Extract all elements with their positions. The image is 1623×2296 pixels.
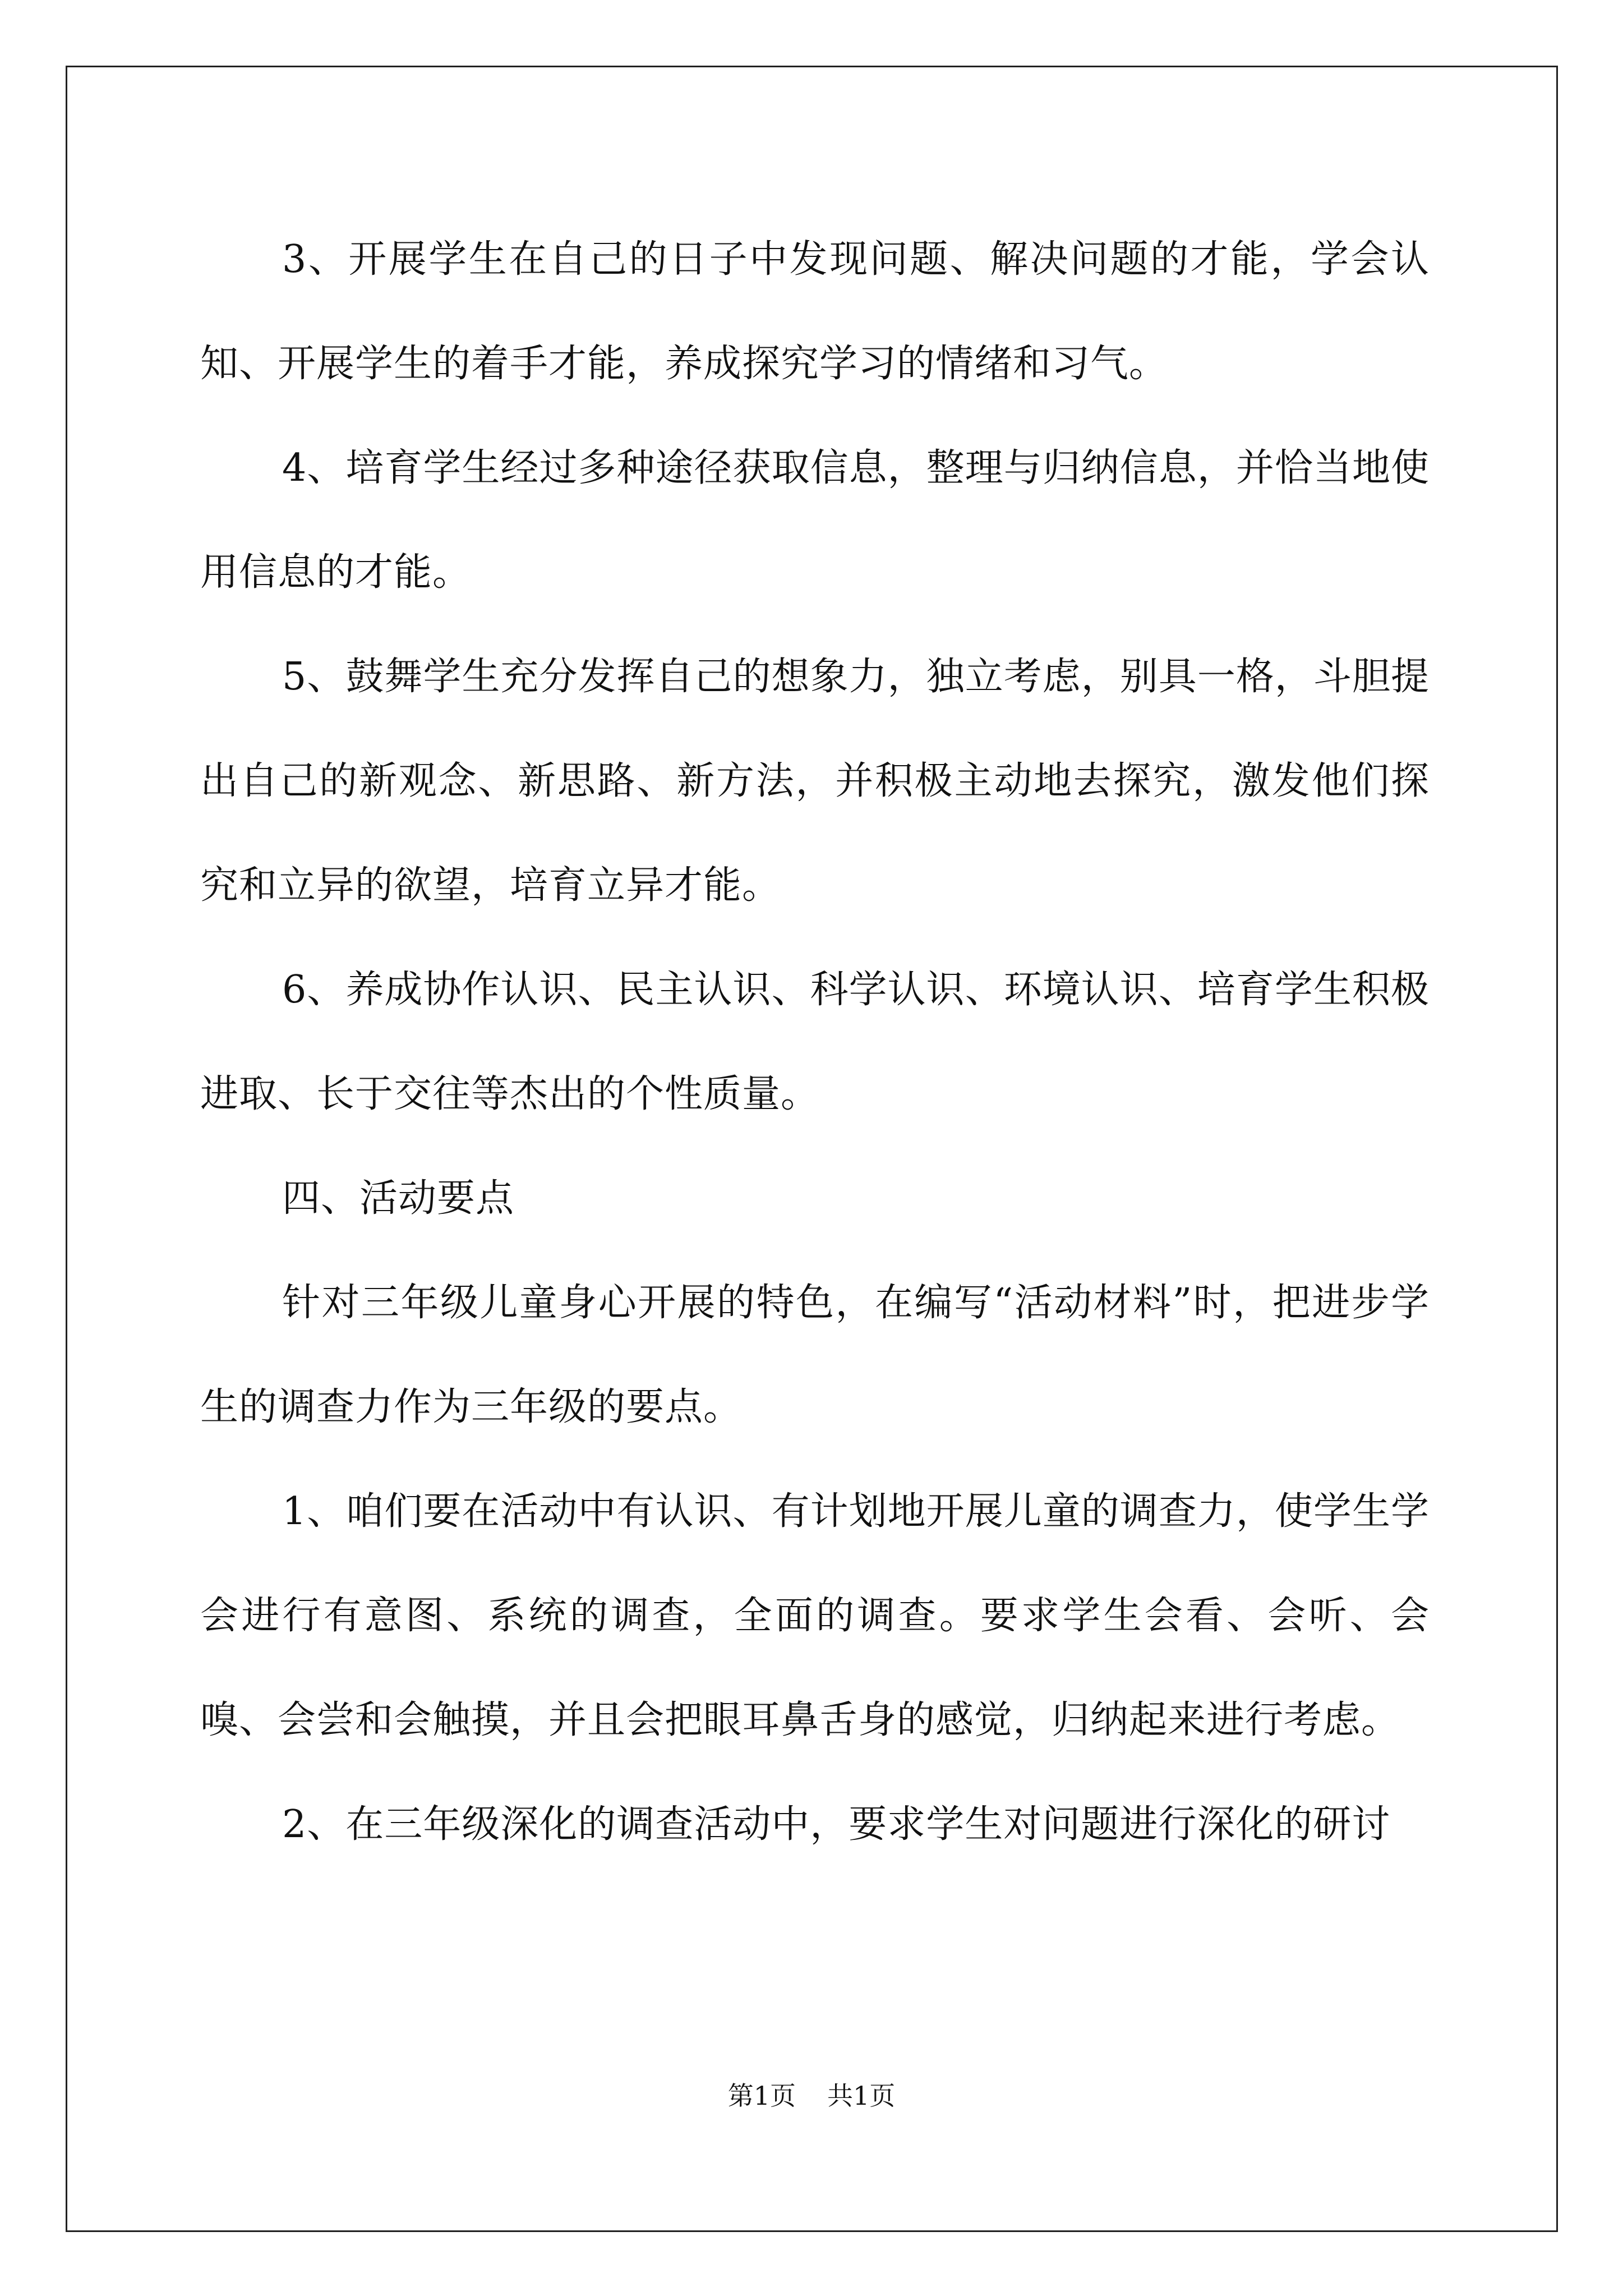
paragraph-4: 4、培育学生经过多种途径获取信息，整理与归纳信息，并恰当地使用信息的才能。 <box>200 446 1430 595</box>
section-heading-activity-focus: 四、活动要点 <box>282 1176 515 1221</box>
paragraph-item-2: 2、在三年级深化的调查活动中，要求学生对问题进行深化的研讨 <box>282 1802 1391 1847</box>
paragraph-6: 6、养成协作认识、民主认识、科学认识、环境认识、培育学生积极进取、长于交往等杰出的个性质量。 <box>200 968 1430 1116</box>
paragraph-intro: 针对三年级儿童身心开展的特色，在编写“活动材料”时，把进步学生的调查力作为三年级的要点。 <box>200 1281 1430 1429</box>
paragraph-item-1: 1、咱们要在活动中有认识、有计划地开展儿童的调查力，使学生学会进行有意图、系统的调查，全面的调查。要求学生会看、会听、会嗅、会尝和会触摸，并且会把眼耳鼻舌身的感觉，归纳起来进行考虑。 <box>200 1489 1430 1742</box>
paragraph-5: 5、鼓舞学生充分发挥自己的想象力，独立考虑，别具一格，斗胆提出自己的新观念、新思路、新方法，并积极主动地去探究，激发他们探究和立异的欲望，培育立异才能。 <box>200 655 1430 908</box>
page-footer <box>0 2076 1623 2113</box>
page-number-current: 第1页 <box>727 2081 796 2111</box>
paragraph-3: 3、开展学生在自己的日子中发现问题、解决问题的才能，学会认知、开展学生的着手才能，养成探究学习的情绪和习气。 <box>200 237 1430 386</box>
document-body <box>200 208 1430 1877</box>
page-number-total: 共1页 <box>827 2081 896 2111</box>
